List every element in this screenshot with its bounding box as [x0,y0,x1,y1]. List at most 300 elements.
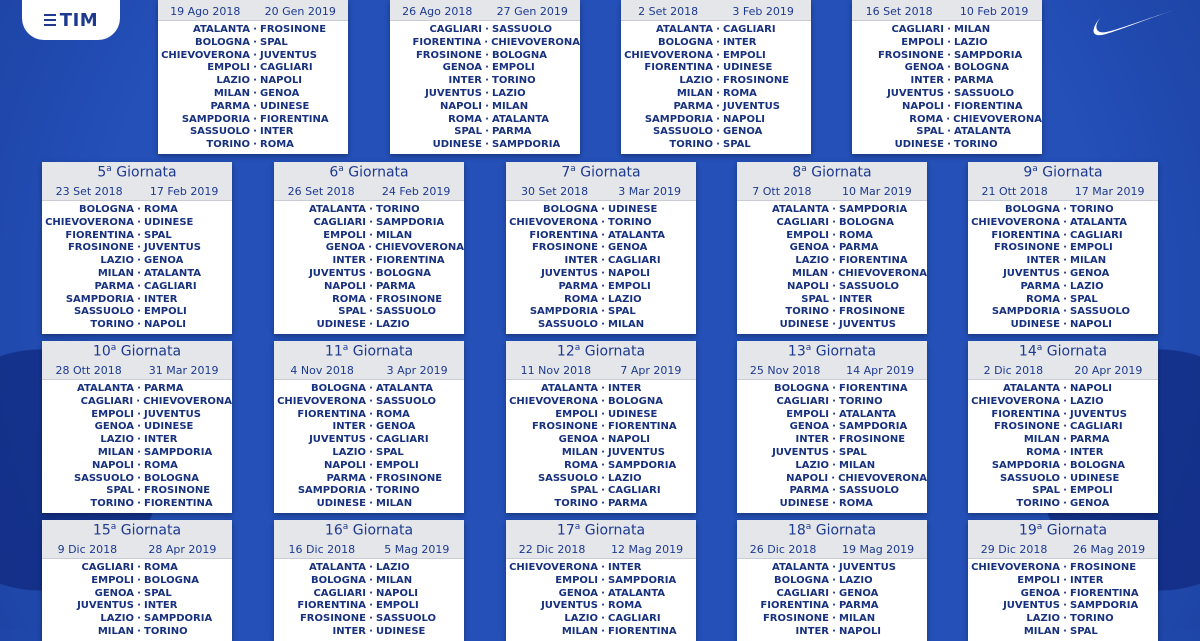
away-team: UDINESE [144,216,194,228]
return-leg-date: 24 Feb 2019 [381,185,451,198]
tim-logo [44,10,98,31]
away-team: INTER [144,600,178,612]
away-team: TORINO [376,204,420,215]
away-team: UDINESE [608,408,658,420]
round-number: 9 [1023,164,1033,181]
away-team: JUVENTUS [144,408,201,420]
match-separator: · [601,395,605,407]
round-card [506,162,696,334]
away-team: CHIEVOVERONA [143,395,232,407]
match-separator: · [1063,319,1067,331]
home-team: CHIEVOVERONA [509,395,598,407]
match-row [390,139,580,152]
match-list [506,201,696,334]
away-team: FROSINONE [839,434,906,446]
round-word: Giornata [1037,164,1103,181]
match-separator: · [137,421,141,433]
home-team: ROMA [1026,446,1060,458]
match-row [968,306,1158,319]
match-separator: · [947,87,951,99]
match-row [42,268,232,281]
home-team: CAGLIARI [776,395,829,407]
match-row [42,473,232,486]
home-team: TORINO [669,139,713,151]
away-team: FROSINONE [1070,562,1137,573]
home-team: GENOA [558,587,598,599]
away-team: EMPOLI [1070,242,1113,254]
match-row [506,281,696,294]
round-dates [968,543,1158,556]
match-list [42,559,232,641]
round-number: 6 [329,164,339,181]
away-team: NAPOLI [144,319,187,331]
match-row [158,24,348,37]
match-row [852,37,1042,50]
home-team: UDINESE [779,498,829,510]
match-row [390,88,580,101]
match-separator: · [716,100,720,112]
match-separator: · [137,216,141,228]
home-team: ATALANTA [540,383,598,394]
tim-bars-icon [44,14,56,26]
match-row [274,447,464,460]
home-team: JUVENTUS [77,600,134,612]
home-team: UDINESE [1010,319,1060,331]
match-separator: · [253,87,257,99]
match-separator: · [137,306,141,318]
away-team: SPAL [144,229,172,241]
away-team: EMPOLI [723,49,766,61]
home-team: UDINESE [316,498,366,510]
round-card [42,341,232,513]
home-team: JUVENTUS [772,446,829,458]
home-team: LAZIO [679,75,713,87]
match-separator: · [137,574,141,586]
away-team: JUVENTUS [144,242,201,254]
home-team: FIORENTINA [760,600,829,612]
match-separator: · [832,498,836,510]
round-number: 5 [97,164,107,181]
match-row [274,575,464,588]
match-row [506,588,696,601]
match-row [274,217,464,230]
home-team: EMPOLI [555,574,598,586]
round-header [158,0,348,21]
return-leg-date: 26 Mag 2019 [1072,543,1146,556]
return-leg-date: 3 Mar 2019 [618,185,681,198]
match-row [968,434,1158,447]
match-row [968,600,1158,613]
match-separator: · [1063,216,1067,228]
match-separator: · [947,139,951,151]
round-header [737,162,927,201]
home-team: CAGLIARI [776,216,829,228]
match-separator: · [601,587,605,599]
match-row [968,498,1158,511]
match-separator: · [137,613,141,625]
match-separator: · [137,255,141,267]
away-team: TORINO [376,485,420,497]
home-team: EMPOLI [91,574,134,586]
match-row [42,255,232,268]
match-row [274,319,464,332]
away-team: SASSUOLO [492,24,553,35]
round-dates [737,364,927,377]
match-separator: · [137,293,141,305]
first-leg-date: 16 Dic 2018 [288,543,356,556]
match-separator: · [136,395,141,407]
away-team: SASSUOLO [839,280,900,292]
away-team: TORINO [144,625,188,637]
round-card [968,341,1158,513]
match-separator: · [1063,267,1067,279]
round-ordinal: a [1032,164,1038,174]
home-team: JUVENTUS [541,267,598,279]
away-team: GENOA [723,126,763,138]
home-team: TORINO [554,498,598,510]
match-row [737,588,927,601]
away-team: FIORENTINA [376,255,445,267]
home-team: EMPOLI [1017,574,1060,586]
match-row [852,126,1042,139]
first-leg-date: 25 Nov 2018 [749,364,821,377]
first-leg-date: 2 Dic 2018 [983,364,1044,377]
away-team: NAPOLI [376,587,419,599]
match-separator: · [369,229,373,241]
away-team: SPAL [1070,625,1098,637]
match-row [968,217,1158,230]
match-row [506,473,696,486]
match-row [506,600,696,613]
match-separator: · [253,139,257,151]
round-dates [852,5,1042,18]
round-number: 15 [92,522,111,539]
round-ordinal: a [570,164,576,174]
away-team: SPAL [1070,293,1098,305]
match-row [621,139,811,152]
match-list [42,380,232,513]
match-separator: · [485,24,489,35]
away-team: SAMPDORIA [376,216,445,228]
home-team: SASSUOLO [73,472,134,484]
match-separator: · [1063,280,1067,292]
match-separator: · [253,100,257,112]
first-leg-date: 7 Ott 2018 [752,185,812,198]
home-team: CHIEVOVERONA [624,49,713,61]
round-dates [737,543,927,556]
match-row [42,613,232,626]
away-team: CAGLIARI [1070,229,1123,241]
match-row [42,421,232,434]
match-separator: · [832,613,836,625]
match-row [42,396,232,409]
home-team: TORINO [1016,498,1060,510]
match-separator: · [1063,587,1067,599]
away-team: ROMA [144,562,178,573]
match-row [621,24,811,37]
match-separator: · [369,434,373,446]
match-row [968,575,1158,588]
match-row [274,498,464,511]
home-team: SASSUOLO [73,306,134,318]
home-team: BOLOGNA [774,383,829,394]
away-team: ROMA [839,498,873,510]
match-list [737,201,927,334]
match-separator: · [601,613,605,625]
home-team: JUVENTUS [425,87,482,99]
away-team: SPAL [723,139,751,151]
away-team: FIORENTINA [144,498,213,510]
match-separator: · [253,62,257,74]
round-ordinal: a [1036,343,1043,353]
away-team: CHIEVOVERONA [491,36,580,48]
round-number: 14 [1018,343,1037,360]
away-team: BOLOGNA [608,395,663,407]
away-team: MILAN [376,574,413,586]
round-title [968,343,1158,360]
match-row [274,626,464,639]
round-header [274,341,464,380]
return-leg-date: 10 Feb 2019 [959,5,1029,18]
match-row [158,126,348,139]
home-team: LAZIO [795,255,829,267]
away-team: ATALANTA [954,126,1012,138]
round-header [737,341,927,380]
match-row [42,294,232,307]
away-team: SASSUOLO [376,395,437,407]
match-separator: · [832,216,836,228]
match-row [274,383,464,396]
away-team: SPAL [260,36,288,48]
serie-a-logo-badge [22,0,120,40]
home-team: ROMA [1026,293,1060,305]
match-separator: · [831,267,836,279]
match-row [968,396,1158,409]
home-team: LAZIO [332,446,366,458]
match-row [737,460,927,473]
match-row [737,613,927,626]
return-leg-date: 27 Gen 2019 [496,5,568,18]
match-separator: · [601,485,605,497]
match-separator: · [716,62,720,74]
away-team: ATALANTA [144,267,202,279]
away-team: PARMA [954,75,994,87]
match-separator: · [369,267,373,279]
away-team: NAPOLI [608,267,651,279]
home-team: CAGLIARI [313,216,366,228]
round-word: Giornata [343,164,409,181]
match-row [42,600,232,613]
match-row [506,485,696,498]
match-row [737,575,927,588]
away-team: EMPOLI [144,306,187,318]
home-team: SASSUOLO [537,472,598,484]
away-team: TORINO [1070,204,1114,215]
home-team: ATALANTA [76,383,134,394]
away-team: CAGLIARI [723,24,776,35]
match-row [621,126,811,139]
match-separator: · [485,87,489,99]
home-team: PARMA [326,472,366,484]
round-dates [158,5,348,18]
match-separator: · [1063,625,1067,637]
match-separator: · [832,319,836,331]
away-team: SAMPDORIA [954,49,1023,61]
home-team: SAMPDORIA [991,459,1060,471]
away-team: CAGLIARI [608,255,661,267]
home-team: PARMA [1020,280,1060,292]
away-team: BOLOGNA [954,62,1009,74]
match-row [42,562,232,575]
home-team: TORINO [90,319,134,331]
home-team: NAPOLI [439,100,482,112]
match-row [506,268,696,281]
round-card [506,341,696,513]
home-team: EMPOLI [323,229,366,241]
home-team: UDINESE [779,319,829,331]
round-word: Giornata [1042,343,1108,360]
home-team: GENOA [789,421,829,433]
round-title [274,522,464,539]
away-team: MILAN [376,229,413,241]
match-separator: · [485,62,489,74]
round-number: 17 [556,522,575,539]
round-word: Giornata [811,522,877,539]
round-dates [274,185,464,198]
round-ordinal: a [805,343,812,353]
match-row [274,281,464,294]
match-row [42,306,232,319]
match-separator: · [485,100,489,112]
home-team: NAPOLI [323,459,366,471]
away-team: NAPOLI [839,625,882,637]
return-leg-date: 19 Mag 2019 [841,543,915,556]
match-row [737,562,927,575]
away-team: EMPOLI [1070,485,1113,497]
match-row [737,230,927,243]
home-team: SAMPDORIA [991,306,1060,318]
match-separator: · [832,383,836,394]
away-team: FIORENTINA [839,255,908,267]
round-card [621,0,811,154]
away-team: PARMA [376,280,416,292]
match-row [506,255,696,268]
match-separator: · [832,408,836,420]
match-row [852,139,1042,152]
home-team: SPAL [106,485,134,497]
first-leg-date: 30 Set 2018 [521,185,589,198]
match-separator: · [1063,229,1067,241]
match-row [968,626,1158,639]
home-team: LAZIO [100,434,134,446]
away-team: NAPOLI [260,75,303,87]
home-team: PARMA [673,100,713,112]
home-team: MILAN [97,625,134,637]
match-row [158,62,348,75]
home-team: ATALANTA [192,24,250,35]
match-separator: · [137,408,141,420]
match-separator: · [137,383,141,394]
match-separator: · [369,446,373,458]
home-team: CHIEVOVERONA [277,395,366,407]
round-number: 11 [324,343,343,360]
home-team: FROSINONE [531,242,598,254]
round-header [42,520,232,559]
away-team: EMPOLI [376,459,419,471]
match-list [968,380,1158,513]
round-title [737,343,927,360]
home-team: PARMA [789,485,829,497]
round-card [737,162,927,334]
match-row [158,88,348,101]
match-list [274,380,464,513]
match-separator: · [831,472,836,484]
away-team: ROMA [376,408,410,420]
match-list [737,559,927,641]
match-separator: · [485,75,489,87]
away-team: INTER [144,293,178,305]
away-team: JUVENTUS [839,562,896,573]
match-row [852,50,1042,63]
match-separator: · [1063,255,1067,267]
match-list [852,21,1042,154]
match-row [274,242,464,255]
match-separator: · [716,24,720,35]
round-number: 16 [324,522,343,539]
match-separator: · [1063,472,1067,484]
home-team: INTER [332,625,366,637]
match-separator: · [601,255,605,267]
first-leg-date: 26 Dic 2018 [749,543,817,556]
away-team: UDINESE [376,625,426,637]
home-team: TORINO [785,306,829,318]
away-team: CHIEVOVERONA [838,267,927,279]
home-team: BOLOGNA [195,36,250,48]
home-team: FROSINONE [67,242,134,254]
home-team: PARMA [558,280,598,292]
match-row [621,114,811,127]
round-ordinal: a [338,164,344,174]
home-team: FIORENTINA [412,36,482,48]
match-row [42,575,232,588]
away-team: BOLOGNA [144,574,199,586]
match-separator: · [832,204,836,215]
away-team: INTER [608,383,642,394]
match-separator: · [137,600,141,612]
match-row [968,383,1158,396]
match-row [506,319,696,332]
return-leg-date: 20 Gen 2019 [264,5,336,18]
match-row [506,396,696,409]
home-team: INTER [332,255,366,267]
away-team: LAZIO [376,319,410,331]
home-team: ATALANTA [771,204,829,215]
away-team: SPAL [839,446,867,458]
match-separator: · [137,498,141,510]
home-team: CAGLIARI [891,24,944,35]
round-header [42,162,232,201]
home-team: SPAL [454,126,482,138]
home-team: MILAN [1023,625,1060,637]
away-team: FROSINONE [839,306,906,318]
match-separator: · [369,395,373,407]
match-separator: · [1063,242,1067,254]
match-separator: · [368,242,373,254]
home-team: SASSUOLO [537,319,598,331]
away-team: LAZIO [608,472,642,484]
match-separator: · [601,383,605,394]
match-separator: · [601,472,605,484]
